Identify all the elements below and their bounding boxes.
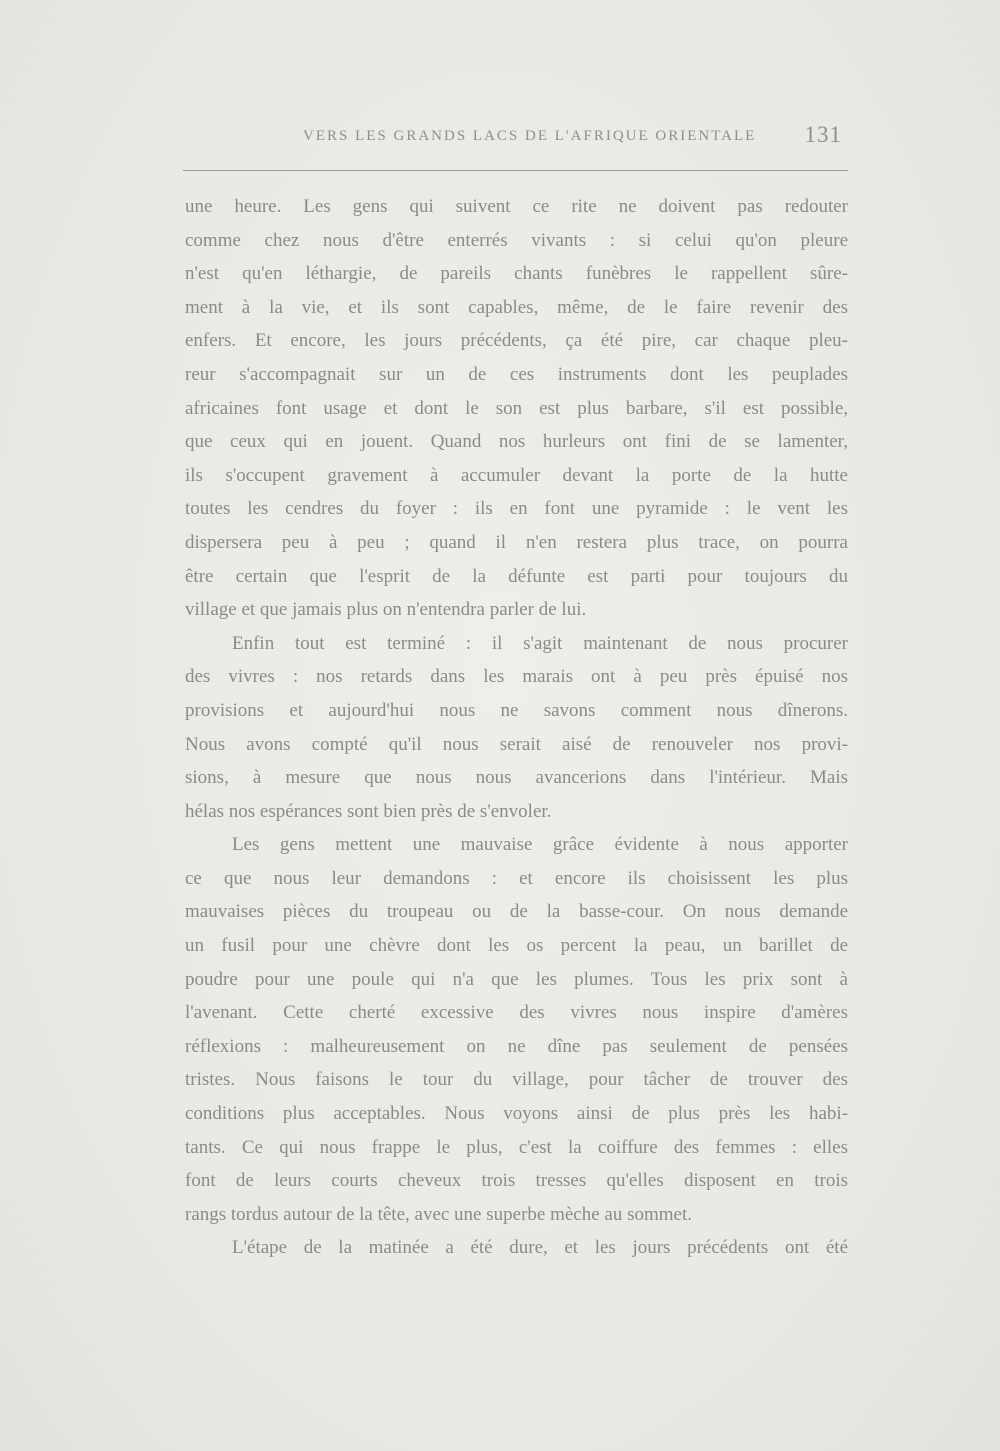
text-line: que ceux qui en jouent. Quand nos hurleurs ont fini de se lamenter, [185, 431, 848, 453]
text-line: Les gens mettent une mauvaise grâce évidente à nous apporter [232, 834, 848, 856]
text-line: n'est qu'en léthargie, de pareils chants funèbres le rappellent sûre- [185, 263, 848, 285]
body-text [185, 190, 848, 1265]
text-line: font de leurs courts cheveux trois tresses qu'elles disposent en trois [185, 1170, 848, 1192]
running-title: VERS LES GRANDS LACS DE L'AFRIQUE ORIENTALE [303, 128, 757, 144]
text-line: comme chez nous d'être enterrés vivants : si celui qu'on pleure [185, 229, 848, 251]
text-line: village et que jamais plus on n'entendra parler de lui. [185, 599, 587, 621]
header-rule [183, 170, 848, 171]
page-number: 131 [804, 122, 842, 147]
text-line: reur s'accompagnait sur un de ces instruments dont les peuplades [185, 363, 848, 385]
text-line: provisions et aujourd'hui nous ne savons comment nous dînerons. [185, 699, 848, 721]
text-line: rangs tordus autour de la tête, avec une superbe mèche au sommet. [185, 1203, 693, 1225]
text-line: toutes les cendres du foyer : ils en font une pyramide : le vent les [185, 498, 848, 520]
text-line: ils s'occupent gravement à accumuler devant la porte de la hutte [185, 464, 848, 486]
text-line: réflexions : malheureusement on ne dîne pas seulement de pensées [185, 1035, 848, 1057]
text-line: mauvaises pièces du troupeau ou de la basse-cour. On nous demande [185, 901, 848, 923]
text-line: enfers. Et encore, les jours précédents, ça été pire, car chaque pleu- [185, 330, 848, 352]
text-line: ment à la vie, et ils sont capables, même, de le faire revenir des [185, 296, 848, 318]
text-line: L'étape de la matinée a été dure, et les jours précédents ont été [232, 1237, 848, 1259]
text-line: des vivres : nos retards dans les marais ont à peu près épuisé nos [185, 666, 848, 688]
text-line: sions, à mesure que nous nous avancerions dans l'intérieur. Mais [185, 767, 848, 789]
text-line: tristes. Nous faisons le tour du village, pour tâcher de trouver des [185, 1069, 848, 1091]
text-line: africaines font usage et dont le son est plus barbare, s'il est possible, [185, 397, 848, 419]
text-line: hélas nos espérances sont bien près de s'envoler. [185, 800, 552, 822]
text-line: conditions plus acceptables. Nous voyons ainsi de plus près les habi- [185, 1103, 848, 1125]
text-line: poudre pour une poule qui n'a que les plumes. Tous les prix sont à [185, 968, 848, 990]
text-line: Nous avons compté qu'il nous serait aisé de renouveler nos provi- [185, 733, 848, 755]
text-line: l'avenant. Cette cherté excessive des vivres nous inspire d'amères [185, 1002, 848, 1024]
text-line: une heure. Les gens qui suivent ce rite ne doivent pas redouter [185, 196, 848, 217]
text-line: ce que nous leur demandons : et encore ils choisissent les plus [185, 867, 848, 889]
text-line: être certain que l'esprit de la défunte est parti pour toujours du [185, 565, 848, 587]
text-line: dispersera peu à peu ; quand il n'en restera plus trace, on pourra [185, 531, 848, 553]
text-line: Enfin tout est terminé : il s'agit maintenant de nous procurer [232, 632, 848, 654]
text-line: tants. Ce qui nous frappe le plus, c'est la coiffure des femmes : elles [185, 1136, 848, 1158]
running-head [183, 118, 848, 148]
text-line: un fusil pour une chèvre dont les os percent la peau, un barillet de [185, 935, 848, 957]
